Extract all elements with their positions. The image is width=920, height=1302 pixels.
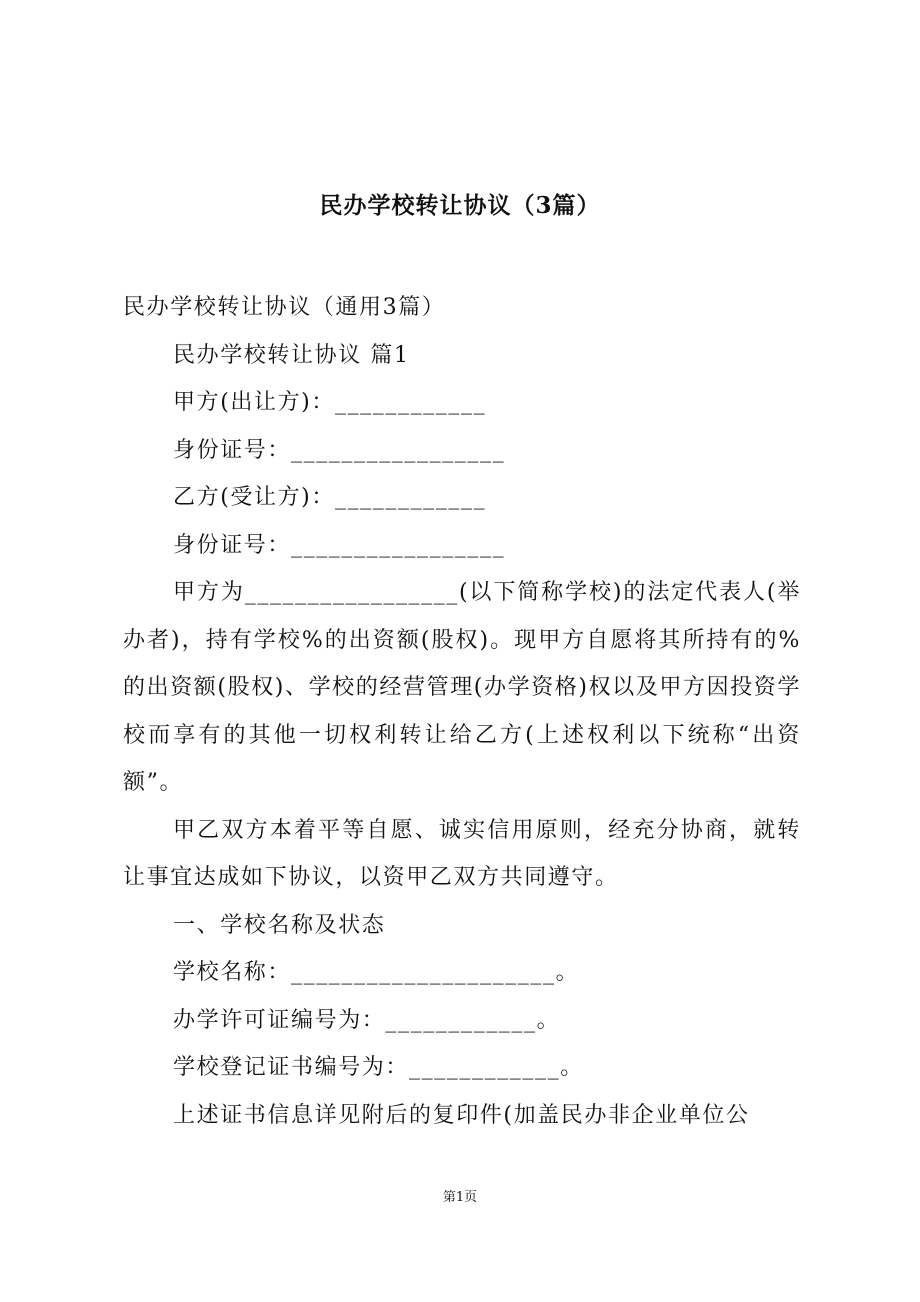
page-number: 第1页 [442,1190,478,1205]
paragraph-transfer-terms: 甲方为_________________(以下简称学校)的法定代表人(举办者)，持有学校%的出资额(股权)。现甲方自愿将其所持有的%的出资额(股权)、学校的经营管理(办学资格)权以及甲方因投资学校而享有的其他一切权利转让给乙方(上述权利以下统称“出资额”。 [123,580,801,795]
paragraph-certificate-info: 上述证书信息详见附后的复印件(加盖民办非企业单位公 [173,1102,750,1128]
party-b-id-field: 身份证号：_________________ [173,532,506,558]
party-a-field: 甲方(出让方)：____________ [173,390,487,415]
document-subtitle: 民办学校转让协议（通用3篇） [123,295,446,320]
section-heading: 民办学校转让协议 篇1 [173,342,410,368]
document-body [123,284,801,1139]
license-number-field: 办学许可证编号为：____________。 [173,1007,561,1033]
party-b-field: 乙方(受让方)：____________ [173,485,487,510]
document-title: 民办学校转让协议（3篇） [319,192,601,219]
party-a-id-field: 身份证号：_________________ [173,437,506,463]
registration-number-field: 学校登记证书编号为：____________。 [173,1055,584,1080]
clause-heading: 一、学校名称及状态 [173,912,386,938]
school-name-field: 学校名称：_____________________。 [173,960,580,985]
paragraph-agreement-principle: 甲乙双方本着平等自愿、诚实信用原则，经充分协商，就转让事宜达成如下协议，以资甲乙双方共同遵守。 [123,817,801,890]
